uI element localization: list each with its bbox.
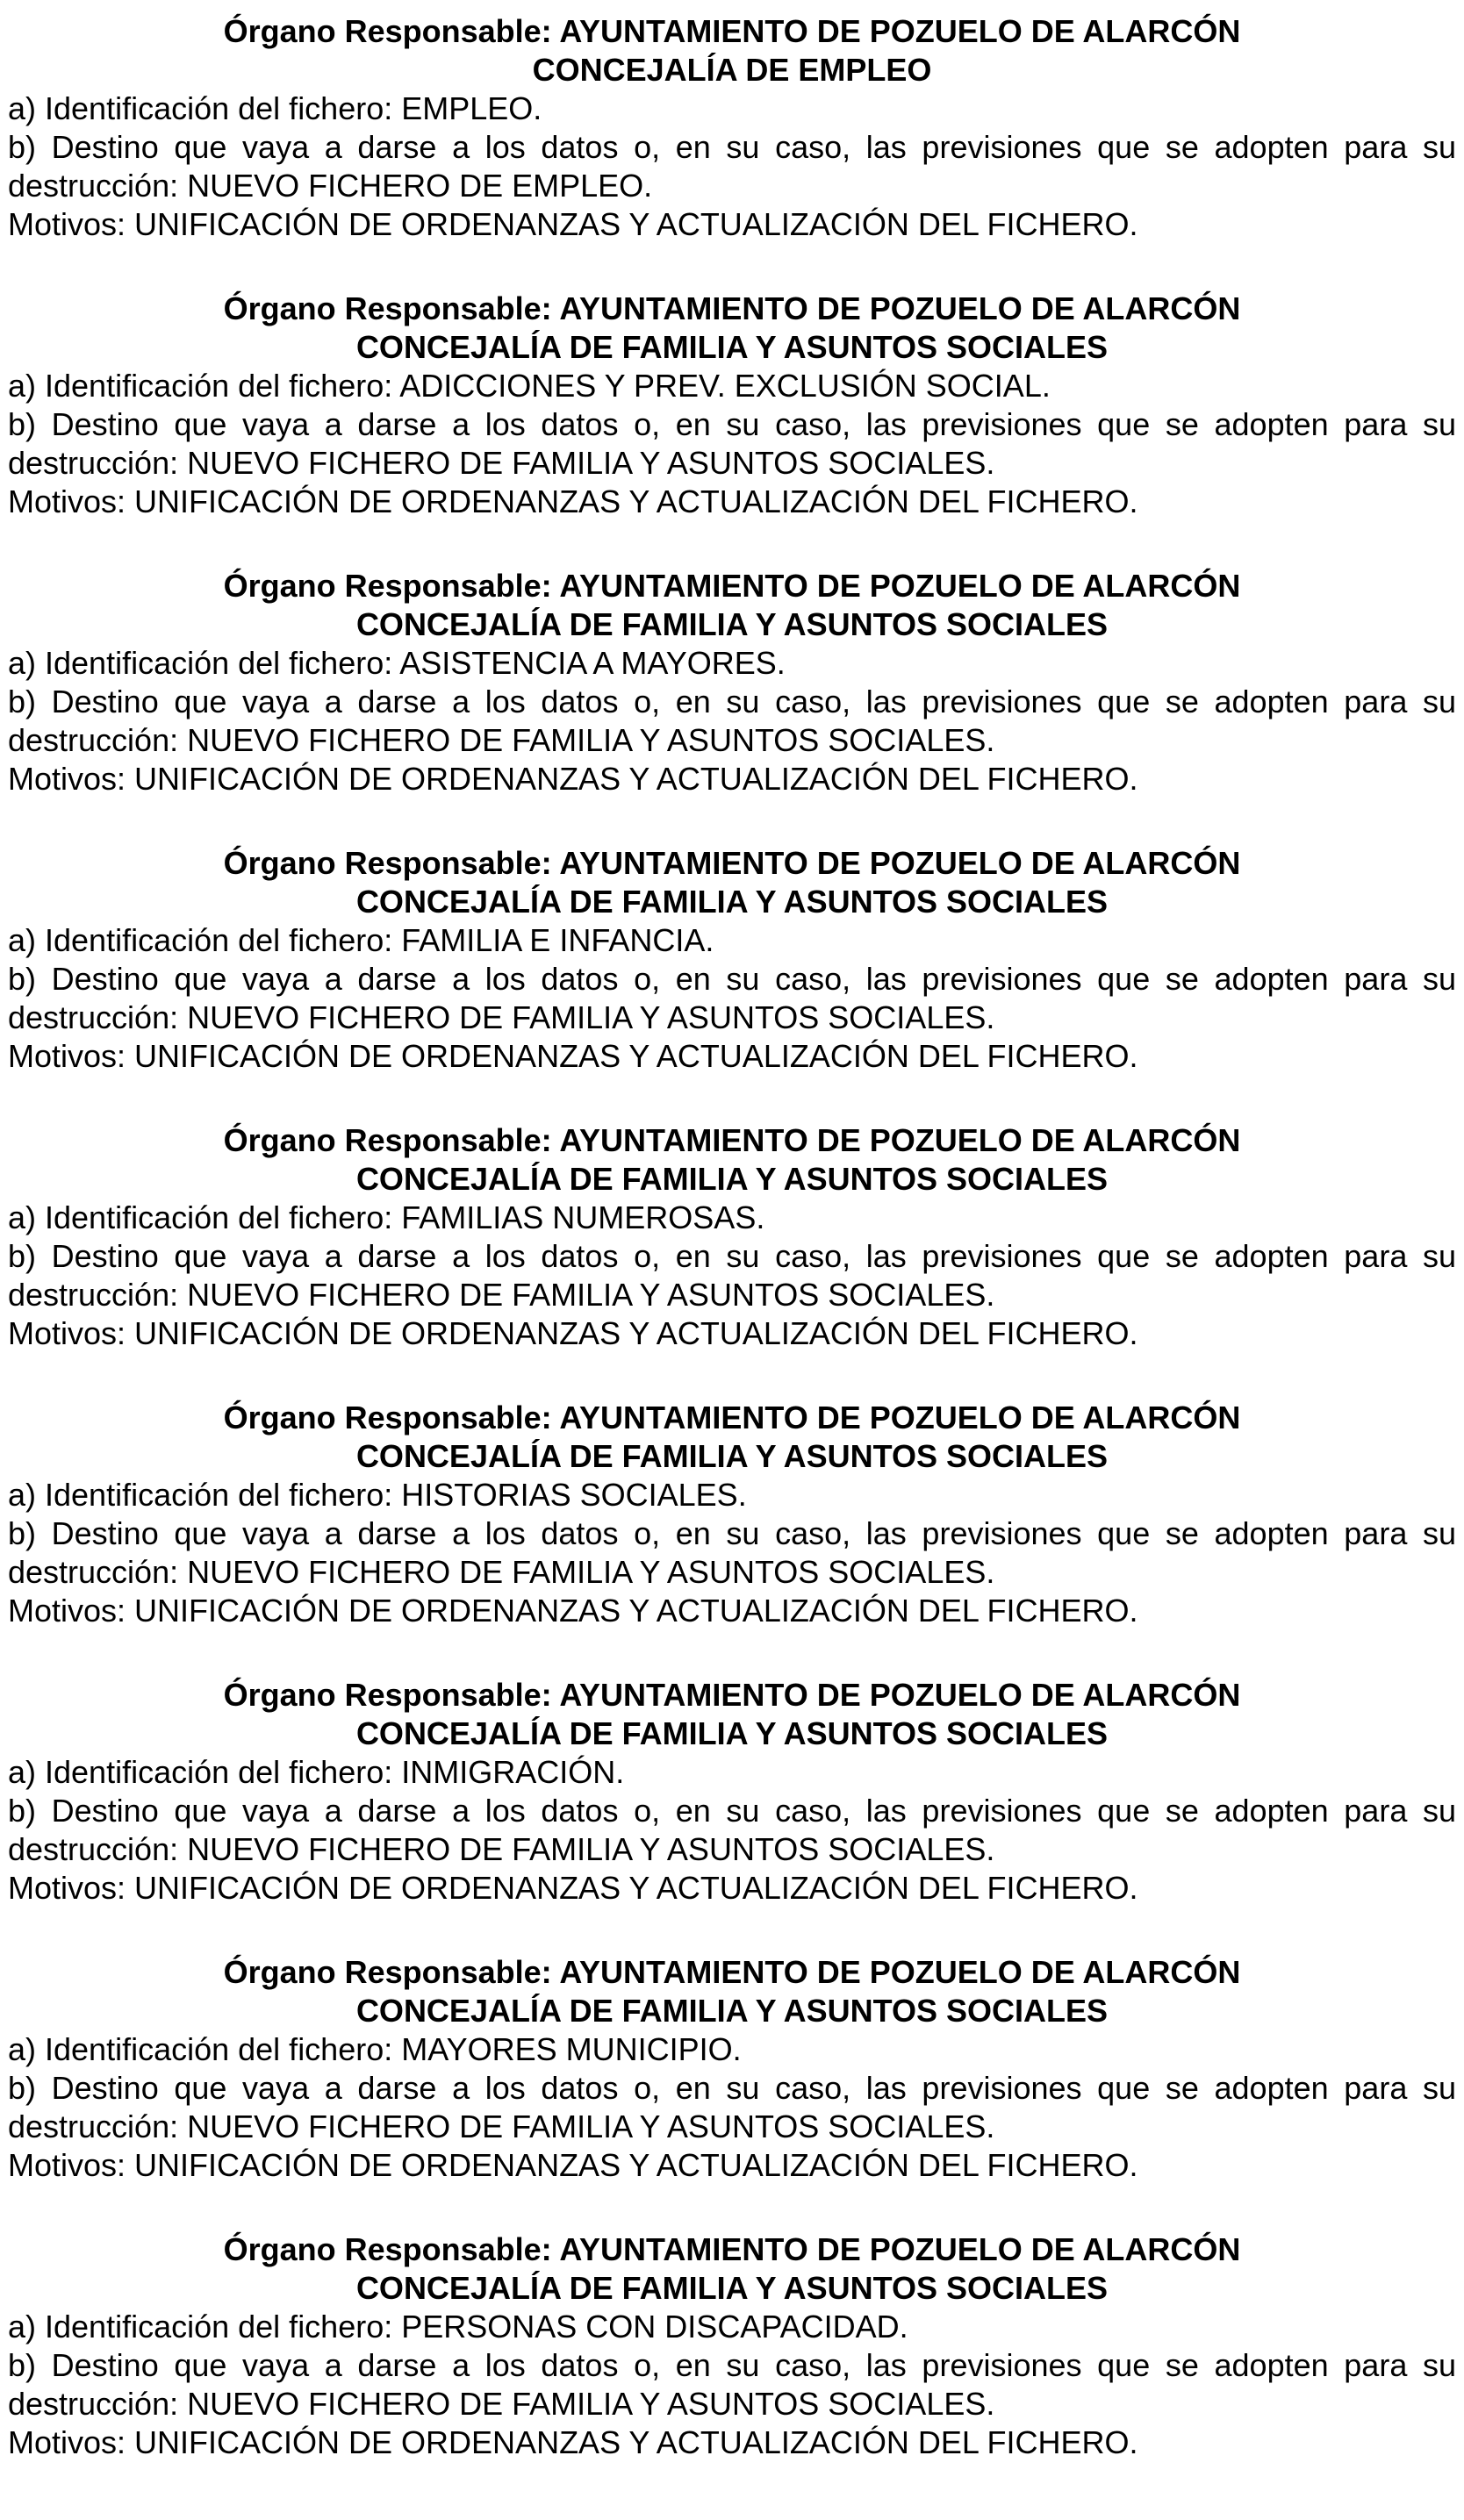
file-entry-adicciones bbox=[8, 290, 1456, 521]
data-destiny-line-2: destrucción: NUEVO FICHERO DE EMPLEO. bbox=[8, 168, 653, 204]
data-destiny-line-2: destrucción: NUEVO FICHERO DE FAMILIA Y ASUNTOS SOCIALES. bbox=[8, 2386, 995, 2422]
responsible-organ-heading: Órgano Responsable: AYUNTAMIENTO DE POZUELO DE ALARCÓN bbox=[223, 1677, 1241, 1713]
department-heading: CONCEJALÍA DE FAMILIA Y ASUNTOS SOCIALES bbox=[355, 1715, 1109, 1751]
file-identification: a) Identificación del fichero: INMIGRACIÓN. bbox=[8, 1754, 625, 1790]
file-entry-historias-sociales bbox=[8, 1399, 1456, 1630]
file-entry-asistencia-mayores bbox=[8, 567, 1456, 798]
department-heading: CONCEJALÍA DE EMPLEO bbox=[532, 52, 932, 88]
file-entry-mayores-municipio bbox=[8, 1953, 1456, 2185]
data-destiny-line-2: destrucción: NUEVO FICHERO DE FAMILIA Y ASUNTOS SOCIALES. bbox=[8, 722, 995, 758]
responsible-organ-heading: Órgano Responsable: AYUNTAMIENTO DE POZUELO DE ALARCÓN bbox=[223, 1954, 1241, 1990]
responsible-organ-heading: Órgano Responsable: AYUNTAMIENTO DE POZUELO DE ALARCÓN bbox=[223, 13, 1241, 49]
motives-text: Motivos: UNIFICACIÓN DE ORDENANZAS Y ACTUALIZACIÓN DEL FICHERO. bbox=[8, 761, 1138, 797]
file-identification: a) Identificación del fichero: FAMILIAS NUMEROSAS. bbox=[8, 1199, 765, 1235]
responsible-organ-heading: Órgano Responsable: AYUNTAMIENTO DE POZUELO DE ALARCÓN bbox=[223, 2231, 1241, 2267]
file-entry-familias-numerosas bbox=[8, 1121, 1456, 1353]
motives-text: Motivos: UNIFICACIÓN DE ORDENANZAS Y ACTUALIZACIÓN DEL FICHERO. bbox=[8, 1593, 1138, 1629]
data-destiny-line-1: b) Destino que vaya a darse a los datos o, en su caso, las previsiones que se adopten para su bbox=[8, 1238, 1456, 1274]
data-destiny-line-2: destrucción: NUEVO FICHERO DE FAMILIA Y ASUNTOS SOCIALES. bbox=[8, 1554, 995, 1590]
department-heading: CONCEJALÍA DE FAMILIA Y ASUNTOS SOCIALES bbox=[355, 1161, 1109, 1197]
file-identification: a) Identificación del fichero: PERSONAS CON DISCAPACIDAD. bbox=[8, 2309, 908, 2345]
department-heading: CONCEJALÍA DE FAMILIA Y ASUNTOS SOCIALES bbox=[355, 2270, 1109, 2306]
motives-text: Motivos: UNIFICACIÓN DE ORDENANZAS Y ACTUALIZACIÓN DEL FICHERO. bbox=[8, 1038, 1138, 1074]
file-identification: a) Identificación del fichero: EMPLEO. bbox=[8, 90, 542, 126]
data-destiny-line-1: b) Destino que vaya a darse a los datos o, en su caso, las previsiones que se adopten para su bbox=[8, 406, 1456, 442]
motives-text: Motivos: UNIFICACIÓN DE ORDENANZAS Y ACTUALIZACIÓN DEL FICHERO. bbox=[8, 1870, 1138, 1906]
motives-text: Motivos: UNIFICACIÓN DE ORDENANZAS Y ACTUALIZACIÓN DEL FICHERO. bbox=[8, 483, 1138, 519]
department-heading: CONCEJALÍA DE FAMILIA Y ASUNTOS SOCIALES bbox=[355, 1438, 1109, 1474]
file-identification: a) Identificación del fichero: HISTORIAS SOCIALES. bbox=[8, 1477, 747, 1513]
file-entry-personas-discapacidad bbox=[8, 2230, 1456, 2462]
data-destiny-line-1: b) Destino que vaya a darse a los datos o, en su caso, las previsiones que se adopten para su bbox=[8, 2070, 1456, 2106]
file-identification: a) Identificación del fichero: ADICCIONES Y PREV. EXCLUSIÓN SOCIAL. bbox=[8, 368, 1051, 404]
data-destiny-line-1: b) Destino que vaya a darse a los datos o, en su caso, las previsiones que se adopten para su bbox=[8, 129, 1456, 165]
data-destiny-line-1: b) Destino que vaya a darse a los datos o, en su caso, las previsiones que se adopten para su bbox=[8, 961, 1456, 997]
data-destiny-line-2: destrucción: NUEVO FICHERO DE FAMILIA Y ASUNTOS SOCIALES. bbox=[8, 2108, 995, 2144]
file-identification: a) Identificación del fichero: FAMILIA E INFANCIA. bbox=[8, 922, 714, 958]
responsible-organ-heading: Órgano Responsable: AYUNTAMIENTO DE POZUELO DE ALARCÓN bbox=[223, 1122, 1241, 1158]
file-identification: a) Identificación del fichero: MAYORES MUNICIPIO. bbox=[8, 2031, 742, 2067]
responsible-organ-heading: Órgano Responsable: AYUNTAMIENTO DE POZUELO DE ALARCÓN bbox=[223, 845, 1241, 881]
motives-text: Motivos: UNIFICACIÓN DE ORDENANZAS Y ACTUALIZACIÓN DEL FICHERO. bbox=[8, 2424, 1138, 2460]
file-entry-empleo bbox=[8, 12, 1456, 244]
data-destiny-line-1: b) Destino que vaya a darse a los datos o, en su caso, las previsiones que se adopten para su bbox=[8, 1793, 1456, 1829]
responsible-organ-heading: Órgano Responsable: AYUNTAMIENTO DE POZUELO DE ALARCÓN bbox=[223, 290, 1241, 326]
data-destiny-line-2: destrucción: NUEVO FICHERO DE FAMILIA Y ASUNTOS SOCIALES. bbox=[8, 999, 995, 1035]
file-entry-familia-infancia bbox=[8, 844, 1456, 1076]
file-identification: a) Identificación del fichero: ASISTENCIA A MAYORES. bbox=[8, 645, 786, 681]
data-destiny-line-1: b) Destino que vaya a darse a los datos o, en su caso, las previsiones que se adopten para su bbox=[8, 684, 1456, 719]
department-heading: CONCEJALÍA DE FAMILIA Y ASUNTOS SOCIALES bbox=[355, 606, 1109, 642]
responsible-organ-heading: Órgano Responsable: AYUNTAMIENTO DE POZUELO DE ALARCÓN bbox=[223, 1400, 1241, 1435]
department-heading: CONCEJALÍA DE FAMILIA Y ASUNTOS SOCIALES bbox=[355, 329, 1109, 365]
data-destiny-line-2: destrucción: NUEVO FICHERO DE FAMILIA Y ASUNTOS SOCIALES. bbox=[8, 1831, 995, 1867]
document-page bbox=[8, 12, 1456, 2508]
data-destiny-line-2: destrucción: NUEVO FICHERO DE FAMILIA Y ASUNTOS SOCIALES. bbox=[8, 445, 995, 481]
motives-text: Motivos: UNIFICACIÓN DE ORDENANZAS Y ACTUALIZACIÓN DEL FICHERO. bbox=[8, 1315, 1138, 1351]
department-heading: CONCEJALÍA DE FAMILIA Y ASUNTOS SOCIALES bbox=[355, 884, 1109, 920]
motives-text: Motivos: UNIFICACIÓN DE ORDENANZAS Y ACTUALIZACIÓN DEL FICHERO. bbox=[8, 206, 1138, 242]
data-destiny-line-1: b) Destino que vaya a darse a los datos o, en su caso, las previsiones que se adopten para su bbox=[8, 2347, 1456, 2383]
data-destiny-line-2: destrucción: NUEVO FICHERO DE FAMILIA Y ASUNTOS SOCIALES. bbox=[8, 1277, 995, 1313]
motives-text: Motivos: UNIFICACIÓN DE ORDENANZAS Y ACTUALIZACIÓN DEL FICHERO. bbox=[8, 2147, 1138, 2183]
responsible-organ-heading: Órgano Responsable: AYUNTAMIENTO DE POZUELO DE ALARCÓN bbox=[223, 568, 1241, 604]
department-heading: CONCEJALÍA DE FAMILIA Y ASUNTOS SOCIALES bbox=[355, 1993, 1109, 2029]
data-destiny-line-1: b) Destino que vaya a darse a los datos o, en su caso, las previsiones que se adopten para su bbox=[8, 1515, 1456, 1551]
file-entry-inmigracion bbox=[8, 1676, 1456, 1908]
